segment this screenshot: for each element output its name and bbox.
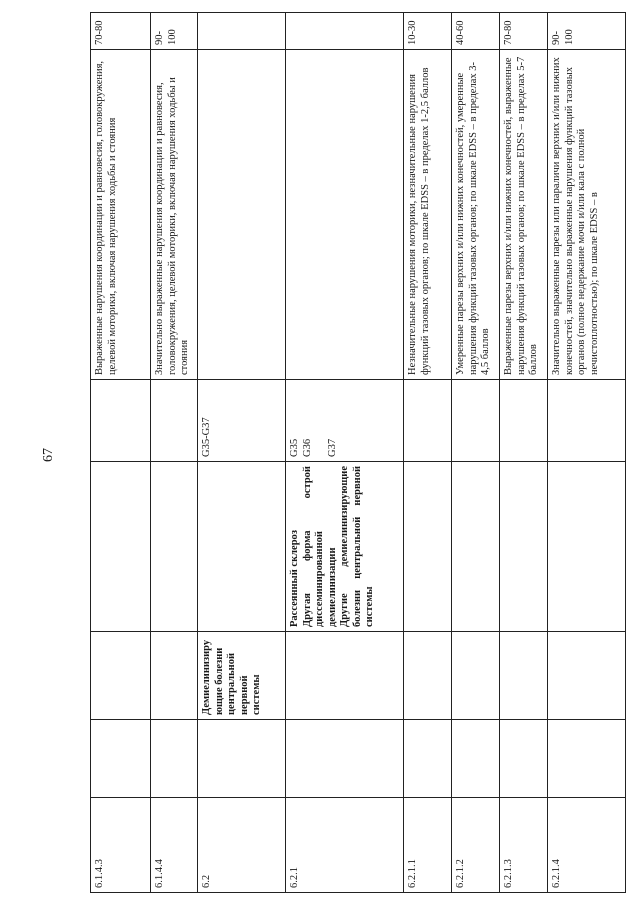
disease-cell: Рассеянный склероз Другая форма острой диссеминированной демиелинизации Другие демиелинизирующие болезни центральной нервной системы [286, 462, 404, 632]
score-cell: 90-100 [548, 13, 626, 50]
score-cell [286, 13, 404, 50]
row-code: 6.2.1 [286, 798, 404, 893]
row-code: 6.2.1.3 [500, 798, 548, 893]
table-row [548, 13, 626, 893]
icd-cell [286, 380, 404, 462]
disease-cell [548, 462, 626, 632]
empty-cell [500, 720, 548, 798]
row-code: 6.2.1.4 [548, 798, 626, 893]
icd-cell [452, 380, 500, 462]
score-cell: 40-60 [452, 13, 500, 50]
empty-cell [91, 720, 151, 798]
group-cell [548, 632, 626, 720]
empty-cell [198, 720, 286, 798]
disease-cell [404, 462, 452, 632]
page-number: 67 [41, 448, 56, 462]
empty-cell [452, 720, 500, 798]
group-cell [452, 632, 500, 720]
group-cell [404, 632, 452, 720]
disease-cell [151, 462, 198, 632]
score-cell: 70-80 [500, 13, 548, 50]
disease-cell [91, 462, 151, 632]
icd-code: G35 [289, 438, 300, 457]
group-cell [151, 632, 198, 720]
empty-cell [548, 720, 626, 798]
row-code: 6.2.1.1 [404, 798, 452, 893]
disease-cell [452, 462, 500, 632]
icd-cell [500, 380, 548, 462]
empty-cell [286, 720, 404, 798]
empty-cell [404, 720, 452, 798]
icd-code: G35-G37 [201, 417, 212, 457]
description-cell: Умеренные парезы верхних и/или нижних конечностей, умеренные нарушения функций тазовых органов; по шкале EDSS – в пределах 3-4,5 баллов [452, 50, 500, 380]
icd-code: G36 [301, 438, 313, 457]
table-row [404, 13, 452, 893]
score-cell: 10-30 [404, 13, 452, 50]
disease-cell [500, 462, 548, 632]
row-code: 6.2 [198, 798, 286, 893]
group-cell [500, 632, 548, 720]
description-cell [198, 50, 286, 380]
score-cell: 90-100 [151, 13, 198, 50]
table-row [198, 13, 286, 893]
description-cell: Выраженные парезы верхних и/или нижних конечностей, выраженные нарушения функций тазовых органов; по шкале EDSS – в пределах 5-7 баллов [500, 50, 548, 380]
row-code: 6.1.4.3 [91, 798, 151, 893]
description-cell: Значительно выраженные парезы или параличи верхних и/или нижних конечностей, значительно выраженные нарушения функций тазовых органов (полное недержание мочи и/или кала с полной нечистоплотностью); по шкале EDSS – в [548, 50, 626, 380]
icd-cell [548, 380, 626, 462]
row-code: 6.2.1.2 [452, 798, 500, 893]
score-cell [198, 13, 286, 50]
table-row [91, 13, 151, 893]
icd-code [314, 384, 327, 457]
icd-cell [404, 380, 452, 462]
icd-code: G37 [326, 438, 338, 457]
disease-cell [198, 462, 286, 632]
icd-cell [151, 380, 198, 462]
table-row [452, 13, 500, 893]
description-cell [286, 50, 404, 380]
score-cell: 70-80 [91, 13, 151, 50]
disability-criteria-table [90, 12, 626, 893]
table-row [151, 13, 198, 893]
empty-cell [151, 720, 198, 798]
description-cell: Выраженные нарушения координации и равновесия, головокружения, целевой моторики, включая нарушения ходьбы и стояния [91, 50, 151, 380]
icd-cell [91, 380, 151, 462]
description-cell: Значительно выраженные нарушения координации и равновесия, головокружения, целевой моторики, включая нарушения ходьбы и стояния [151, 50, 198, 380]
group-cell [286, 632, 404, 720]
group-cell: Демиелинизирующие болезни центральной нервной системы [198, 632, 286, 720]
table-row [500, 13, 548, 893]
icd-cell [198, 380, 286, 462]
rotated-table-wrapper [90, 13, 625, 893]
group-cell [91, 632, 151, 720]
description-cell: Незначительные нарушения моторики, незначительные нарушения функций тазовых органов; по шкале EDSS – в пределах 1-2,5 баллов [404, 50, 452, 380]
table-row [286, 13, 404, 893]
row-code: 6.1.4.4 [151, 798, 198, 893]
